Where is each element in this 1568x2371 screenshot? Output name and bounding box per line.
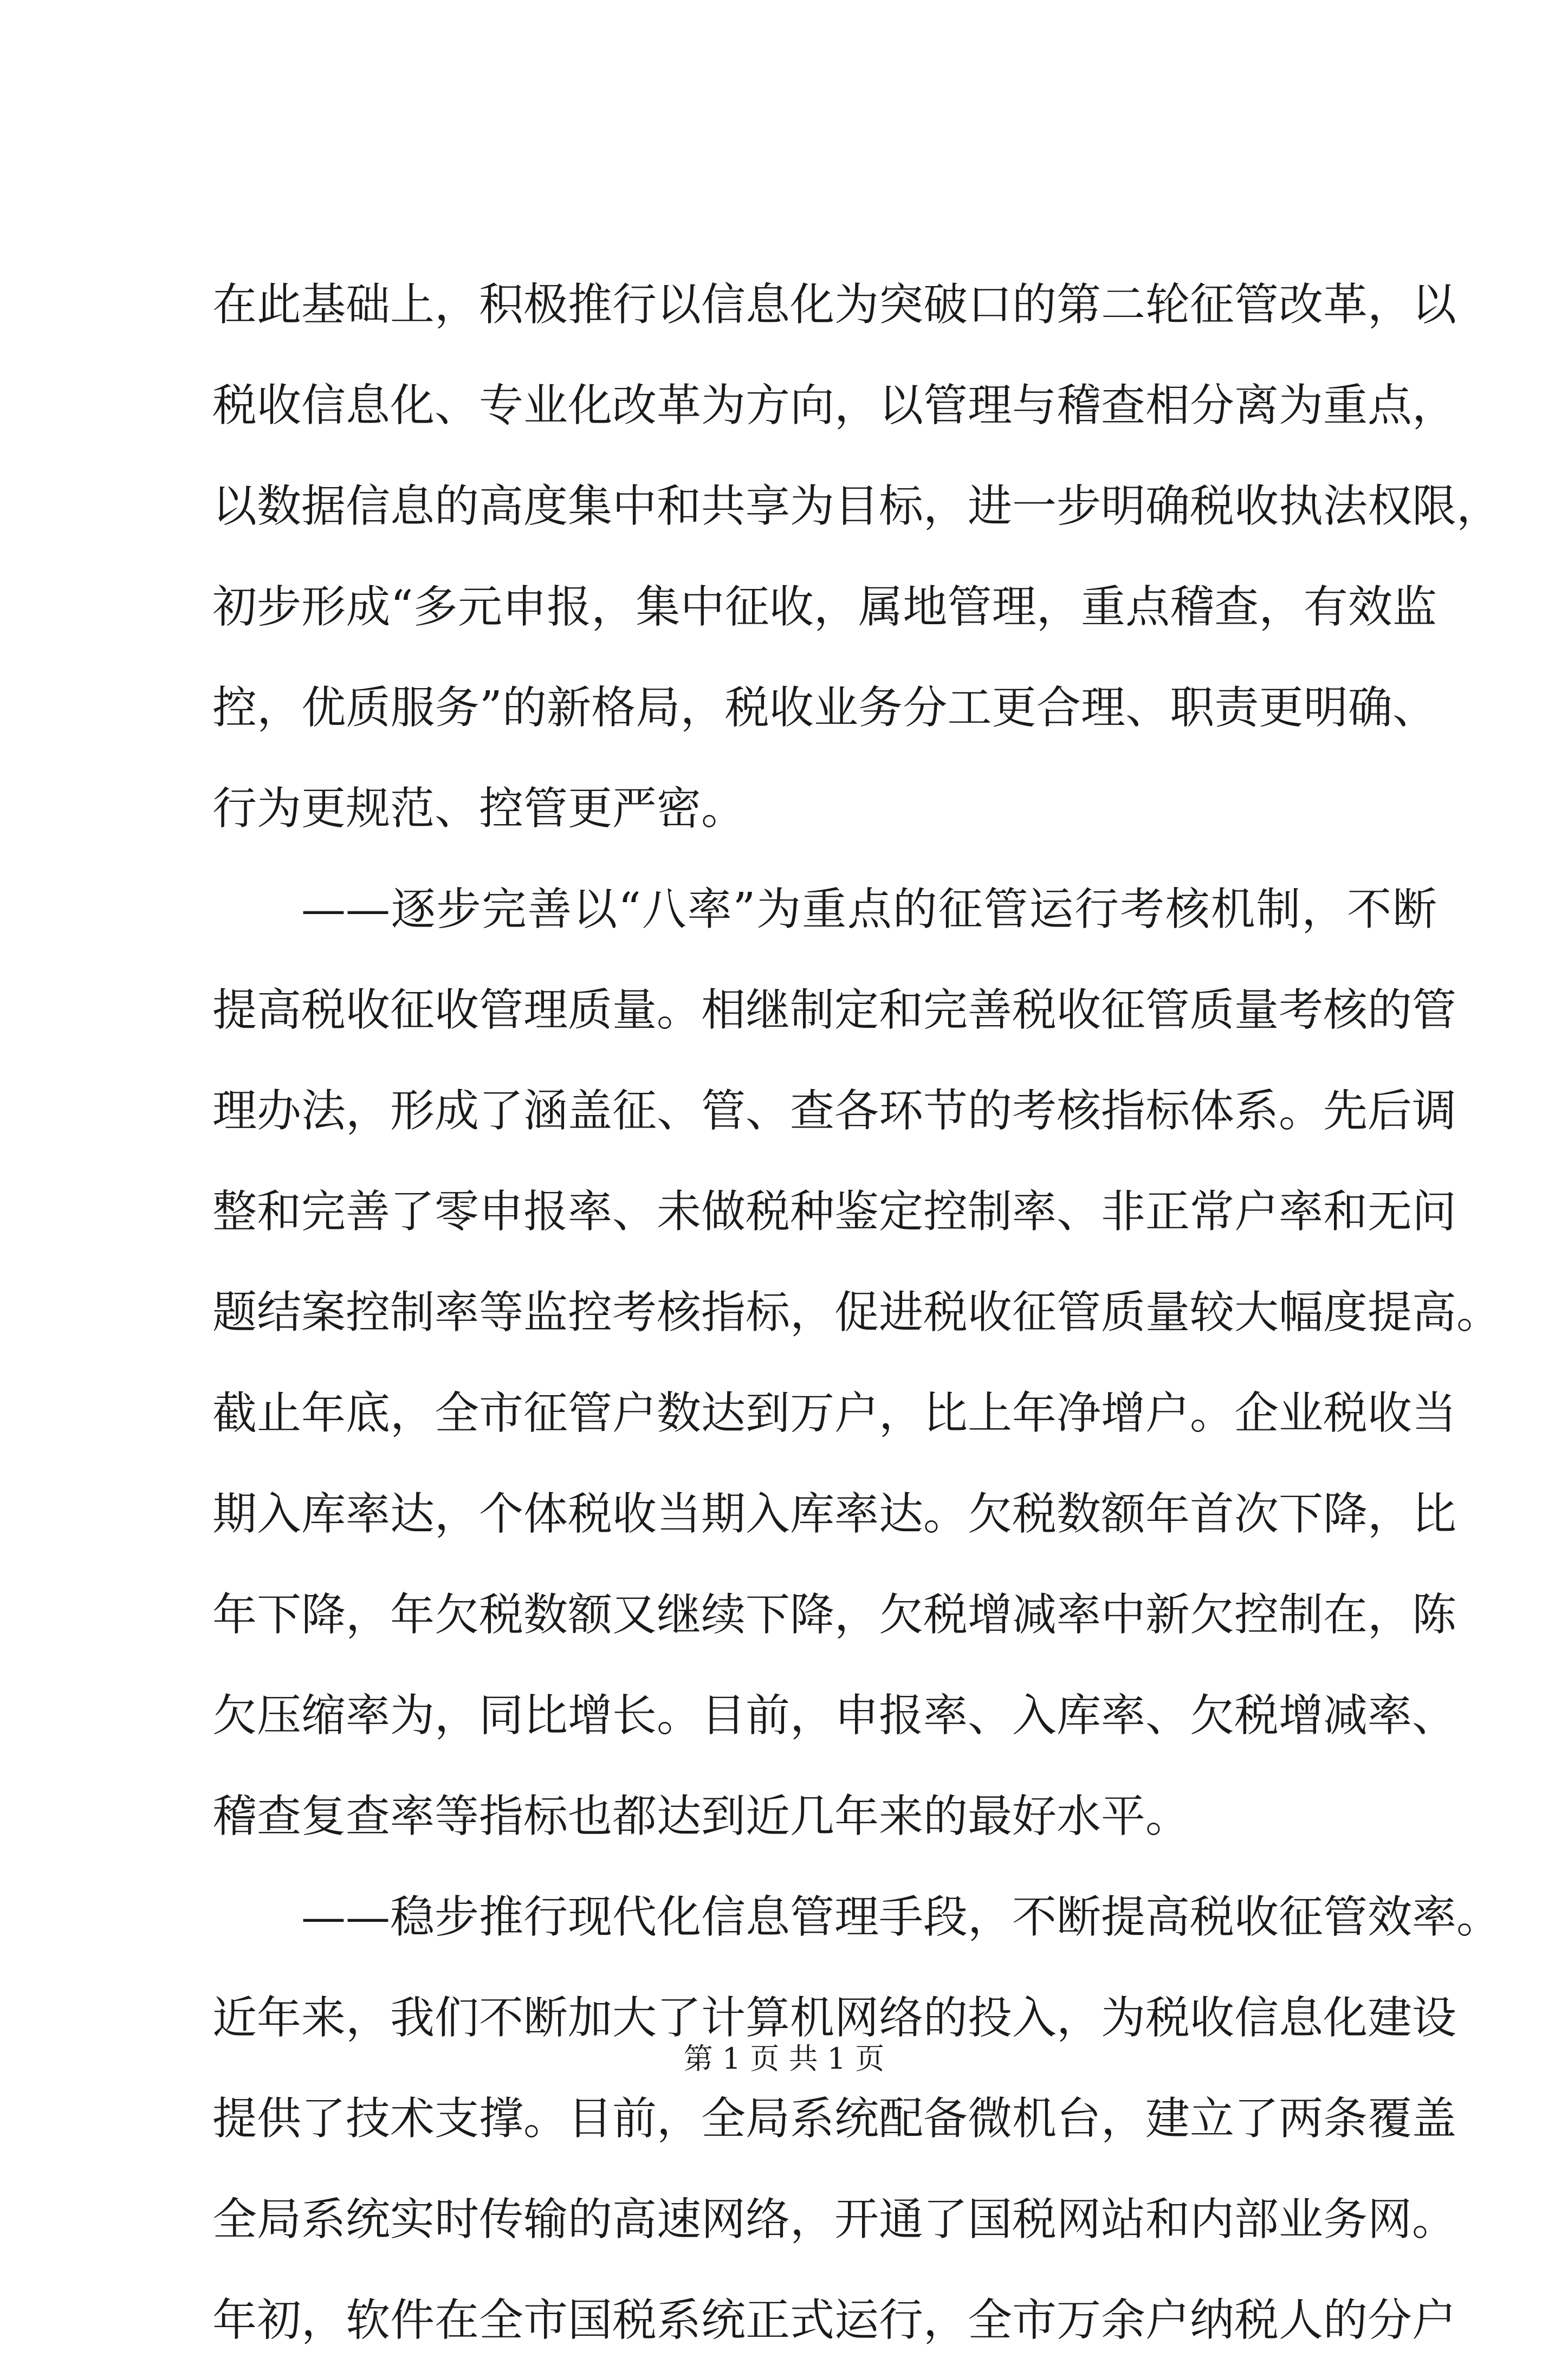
body-line: 期入库率达，个体税收当期入库率达。欠税数额年首次下降，比 [212, 1488, 1457, 1540]
body-line: 全局系统实时传输的高速网络，开通了国税网站和内部业务网。 [212, 2194, 1457, 2245]
body-line: 欠压缩率为，同比增长。目前，申报率、入库率、欠税增减率、 [212, 1690, 1457, 1741]
body-line: 初步形成“多元申报，集中征收，属地管理，重点稽查，有效监 [212, 581, 1437, 633]
body-line: 截止年底，全市征管户数达到万户，比上年净增户。企业税收当 [212, 1388, 1457, 1439]
body-line: ——逐步完善以“八率”为重点的征管运行考核机制，不断 [301, 884, 1437, 935]
body-line: 稽查复查率等指标也都达到近几年来的最好水平。 [212, 1791, 1190, 1842]
body-line: 在此基础上，积极推行以信息化为突破口的第二轮征管改革，以 [212, 279, 1457, 331]
body-line: 税收信息化、专业化改革为方向，以管理与稽查相分离为重点， [212, 380, 1457, 431]
body-line: 理办法，形成了涵盖征、管、查各环节的考核指标体系。先后调 [212, 1085, 1457, 1137]
page-number-label: 第 1 页 共 1 页 [683, 2042, 885, 2076]
body-line: 提高税收征收管理质量。相继制定和完善税收征管质量考核的管 [212, 984, 1457, 1036]
body-line: 以数据信息的高度集中和共享为目标，进一步明确税收执法权限， [212, 481, 1501, 532]
body-line: 年下降，年欠税数额又继续下降，欠税增减率中新欠控制在，陈 [212, 1589, 1457, 1641]
body-line: ——稳步推行现代化信息管理手段，不断提高税收征管效率。 [301, 1891, 1501, 1943]
body-line: 近年来，我们不断加大了计算机网络的投入，为税收信息化建设 [212, 1992, 1457, 2044]
body-line: 题结案控制率等监控考核指标，促进税收征管质量较大幅度提高。 [212, 1287, 1501, 1338]
body-line: 提供了技术支撑。目前，全局系统配备微机台，建立了两条覆盖 [212, 2093, 1457, 2145]
body-line: 整和完善了零申报率、未做税种鉴定控制率、非正常户率和无问 [212, 1186, 1457, 1238]
page-footer [0, 2037, 1568, 2081]
body-line: 控，优质服务”的新格局，税收业务分工更合理、职责更明确、 [212, 682, 1437, 734]
body-line: 年初，软件在全市国税系统正式运行，全市万余户纳税人的分户 [212, 2295, 1457, 2346]
body-line: 行为更规范、控管更严密。 [212, 783, 746, 834]
